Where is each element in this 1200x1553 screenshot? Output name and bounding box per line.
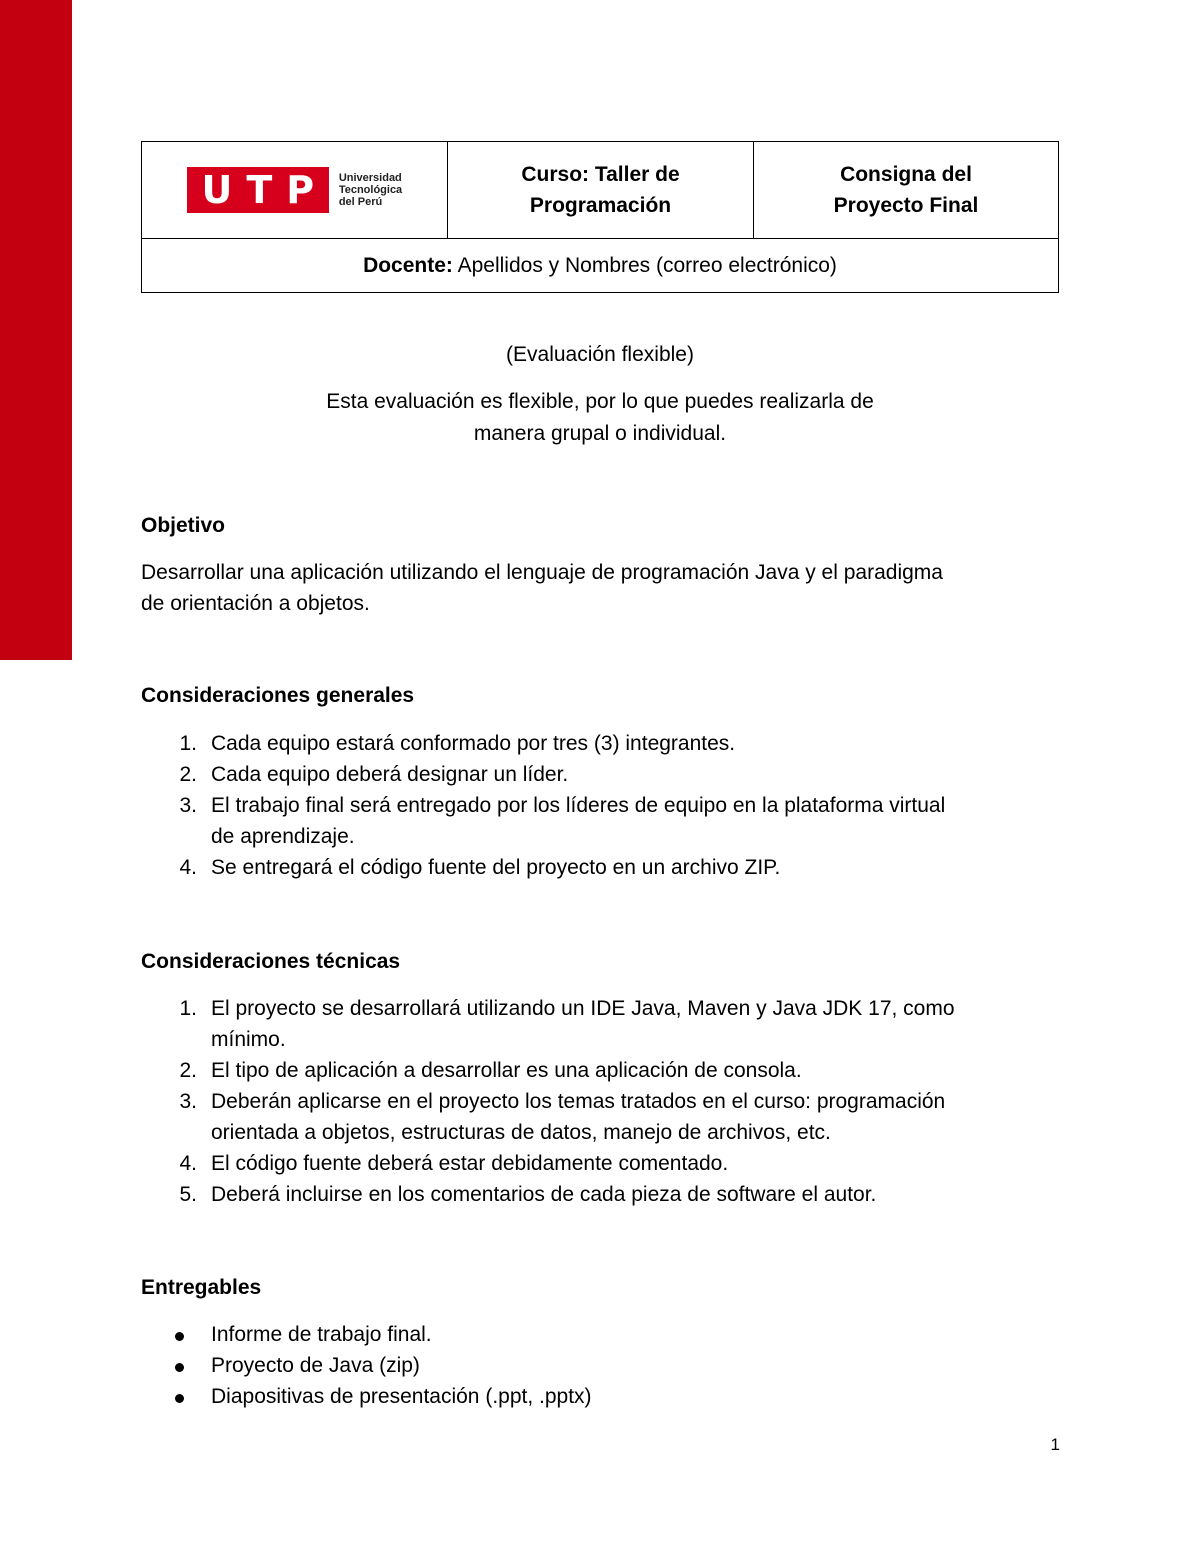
- list-text: Diapositivas de presentación (.ppt, .pptx): [211, 1385, 592, 1408]
- logo-cell: [142, 142, 448, 239]
- list-text: orientada a objetos, estructuras de datos, manejo de archivos, etc.: [211, 1121, 831, 1144]
- objective-heading: Objetivo: [141, 514, 226, 537]
- list-text: El tipo de aplicación a desarrollar es una aplicación de consola.: [211, 1059, 802, 1082]
- bullet-icon: [175, 1363, 184, 1372]
- list-text: El código fuente deberá estar debidamente comentado.: [211, 1152, 729, 1175]
- list-item: [141, 1319, 1059, 1350]
- objective-line: Desarrollar una aplicación utilizando el lenguaje de programación Java y el paradigma: [141, 561, 943, 584]
- document-title-line: Consigna del: [840, 163, 972, 186]
- document-title-line: Proyecto Final: [833, 194, 979, 217]
- logo-wordmark: [339, 172, 402, 208]
- teacher-cell: [142, 239, 1059, 293]
- list-item: [141, 728, 1059, 759]
- deliverables-list: [141, 1319, 1059, 1412]
- bullet-icon: [175, 1394, 184, 1403]
- general-list: [141, 728, 1059, 883]
- list-text: Cada equipo estará conformado por tres (3) integrantes.: [211, 732, 736, 755]
- course-cell: [448, 142, 754, 239]
- logo-word: Universidad: [338, 172, 402, 184]
- list-text: Se entregará el código fuente del proyecto en un archivo ZIP.: [211, 856, 781, 879]
- evaluation-note: [141, 386, 1059, 450]
- list-item: [141, 790, 1059, 852]
- objective-text: [141, 557, 1059, 619]
- list-item: [141, 1350, 1059, 1381]
- technical-list: [141, 993, 1059, 1210]
- list-text: Cada equipo deberá designar un líder.: [211, 763, 569, 786]
- list-item: [141, 993, 1059, 1055]
- list-number: 3.: [179, 794, 197, 817]
- utp-logo-icon: [187, 167, 329, 213]
- brand-side-bar: [0, 0, 72, 660]
- list-text: Proyecto de Java (zip): [211, 1354, 420, 1377]
- list-item: [141, 1086, 1059, 1148]
- utp-logo: [142, 167, 447, 213]
- list-number: 1.: [179, 732, 197, 755]
- teacher-value: Apellidos y Nombres (correo electrónico): [452, 253, 837, 277]
- technical-heading: Consideraciones técnicas: [141, 950, 401, 973]
- list-text: Informe de trabajo final.: [211, 1323, 432, 1346]
- page-number: 1: [1050, 1435, 1060, 1454]
- evaluation-type: (Evaluación flexible): [506, 343, 694, 366]
- list-item: [141, 759, 1059, 790]
- evaluation-note-line: manera grupal o individual.: [473, 422, 727, 445]
- general-heading: Consideraciones generales: [141, 684, 415, 707]
- list-item: [141, 1148, 1059, 1179]
- document-title-cell: [754, 142, 1059, 239]
- bullet-icon: [175, 1332, 184, 1341]
- objective-line: de orientación a objetos.: [141, 592, 370, 615]
- evaluation-note-line: Esta evaluación es flexible, por lo que puedes realizarla de: [326, 390, 874, 413]
- list-item: [141, 1179, 1059, 1210]
- list-item: [141, 1055, 1059, 1086]
- logo-word: del Perú: [338, 196, 383, 208]
- list-number: 3.: [179, 1090, 197, 1113]
- list-item: [141, 1381, 1059, 1412]
- teacher-label: Docente:: [363, 253, 453, 277]
- document-title: [754, 159, 1058, 221]
- list-number: 4.: [179, 1152, 197, 1175]
- list-text: mínimo.: [211, 1028, 286, 1051]
- list-item: [141, 852, 1059, 883]
- logo-word: Tecnológica: [338, 184, 403, 196]
- list-number: 4.: [179, 856, 197, 879]
- list-text: Deberá incluirse en los comentarios de cada pieza de software el autor.: [211, 1183, 877, 1206]
- course-title-line: Curso: Taller de: [521, 163, 680, 186]
- logo-letters: UTP: [201, 168, 329, 212]
- list-text: El trabajo final será entregado por los líderes de equipo en la plataforma virtual: [211, 794, 946, 817]
- list-text: Deberán aplicarse en el proyecto los temas tratados en el curso: programación: [211, 1090, 946, 1113]
- course-title: [448, 159, 753, 221]
- deliverables-heading: Entregables: [141, 1276, 262, 1299]
- list-text: El proyecto se desarrollará utilizando un IDE Java, Maven y Java JDK 17, como: [211, 997, 955, 1020]
- list-number: 2.: [179, 1059, 197, 1082]
- header-table: [141, 141, 1059, 293]
- list-text: de aprendizaje.: [211, 825, 355, 848]
- list-number: 5.: [179, 1183, 197, 1206]
- list-number: 2.: [179, 763, 197, 786]
- list-number: 1.: [179, 997, 197, 1020]
- course-title-line: Programación: [529, 194, 672, 217]
